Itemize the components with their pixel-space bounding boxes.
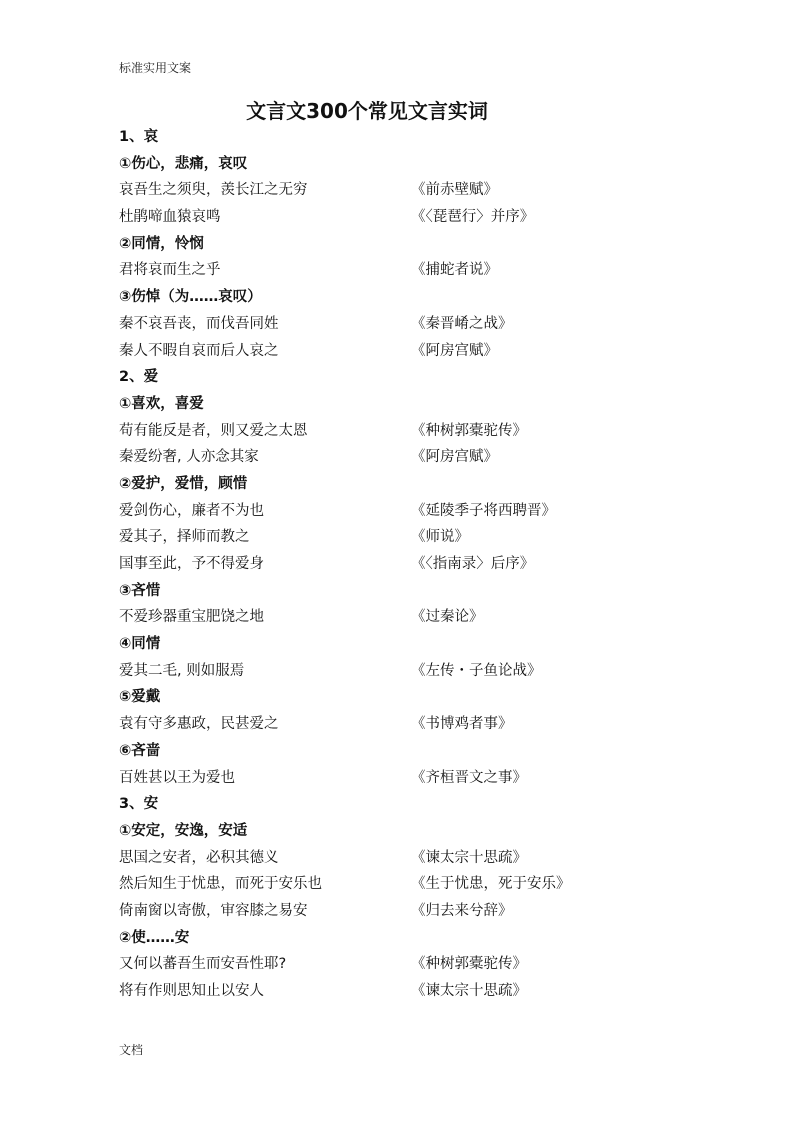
heading-text: 3、安 [119,796,159,813]
source-title: 《〈指南录〉后序》 [411,556,535,572]
heading-text: ⑤爱戴 [119,689,161,706]
source-title: 《阿房宫赋》 [411,342,498,359]
example-line [119,898,679,925]
section-heading [119,471,679,498]
section-heading [119,631,679,658]
section-heading [119,818,679,845]
example-line [119,604,679,631]
example-line [119,524,679,551]
example-line [119,765,679,792]
page-footer: 文档 [119,1043,144,1057]
source-title: 《归去来兮辞》 [411,902,513,919]
example-line [119,845,679,872]
quote-text: 百姓甚以王为爱也 [119,769,235,786]
document-body [119,124,679,1005]
quote-text: 君将哀而生之乎 [119,262,221,279]
page-header: 标准实用文案 [119,61,192,75]
example-line [119,177,679,204]
example-line [119,951,679,978]
quote-text: 爱其二毛, 则如服焉 [119,662,245,679]
quote-text: 秦人不暇自哀而后人哀之 [119,342,279,359]
section-heading [119,684,679,711]
heading-text: ①喜欢，喜爱 [119,395,204,412]
heading-text: ③吝惜 [119,582,161,599]
section-heading [119,231,679,258]
heading-text: ④同情 [119,636,161,653]
heading-text: 1、哀 [119,129,159,145]
quote-text: 袁有守多惠政，民甚爱之 [119,716,279,733]
example-line [119,418,679,445]
section-heading [119,151,679,178]
source-title: 《生于忧患，死于安乐》 [411,876,571,893]
heading-text: ②爱护，爱惜，顾惜 [119,475,248,492]
source-title: 《书博鸡者事》 [411,716,513,733]
heading-text: ③伤悼（为……哀叹） [119,289,262,306]
example-line [119,257,679,284]
quote-text: 然后知生于忧患，而死于安乐也 [119,876,322,893]
section-heading [119,284,679,311]
section-heading [119,738,679,765]
source-title: 《左传・子鱼论战》 [411,662,542,679]
source-title: 《齐桓晋文之事》 [411,769,527,786]
example-line [119,978,679,1005]
quote-text: 爱剑伤心，廉者不为也 [119,502,264,519]
example-line [119,204,679,231]
source-title: 《延陵季子将西聘晋》 [411,502,556,519]
example-line [119,871,679,898]
source-title: 《种树郭橐驼传》 [411,422,527,439]
example-line [119,338,679,365]
example-line [119,658,679,685]
section-heading [119,791,679,818]
section-heading [119,578,679,605]
section-heading [119,124,679,151]
quote-text: 杜鹃啼血猿哀鸣 [119,209,221,226]
example-line [119,551,679,578]
quote-text: 哀吾生之须臾，羡长江之无穷 [119,182,308,199]
example-line [119,444,679,471]
source-title: 《种树郭橐驼传》 [411,956,527,973]
quote-text: 思国之安者，必积其德义 [119,849,279,866]
source-title: 《师说》 [411,529,469,546]
source-title: 《捕蛇者说》 [411,262,498,279]
quote-text: 秦不哀吾丧，而伐吾同姓 [119,315,279,332]
source-title: 《〈琵琶行〉并序》 [411,209,535,226]
heading-text: ②同情，怜悯 [119,235,204,252]
example-line [119,498,679,525]
source-title: 《谏太宗十思疏》 [411,849,527,866]
source-title: 《过秦论》 [411,609,484,626]
section-heading [119,925,679,952]
source-title: 《谏太宗十思疏》 [411,983,527,999]
document-title: 文言文300个常见文言实词 [246,99,488,123]
heading-text: ②使……安 [119,929,190,946]
heading-text: ①安定，安逸，安适 [119,822,248,839]
quote-text: 苟有能反是者，则又爱之太恩 [119,422,308,439]
quote-text: 倚南窗以寄傲，审容膝之易安 [119,902,308,919]
example-line [119,311,679,338]
quote-text: 不爱珍器重宝肥饶之地 [119,609,264,626]
heading-text: ①伤心，悲痛，哀叹 [119,155,248,172]
section-heading [119,364,679,391]
heading-text: 2、爱 [119,369,159,386]
quote-text: 将有作则思知止以安人 [119,983,264,999]
source-title: 《前赤壁赋》 [411,182,498,199]
heading-text: ⑥吝啬 [119,742,161,759]
quote-text: 又何以蕃吾生而安吾性耶? [119,956,287,973]
example-line [119,711,679,738]
quote-text: 国事至此，予不得爱身 [119,556,264,572]
quote-text: 秦爱纷奢, 人亦念其家 [119,449,259,466]
section-heading [119,391,679,418]
source-title: 《阿房宫赋》 [411,449,498,466]
quote-text: 爱其子，择师而教之 [119,529,250,546]
source-title: 《秦晋崤之战》 [411,315,513,332]
